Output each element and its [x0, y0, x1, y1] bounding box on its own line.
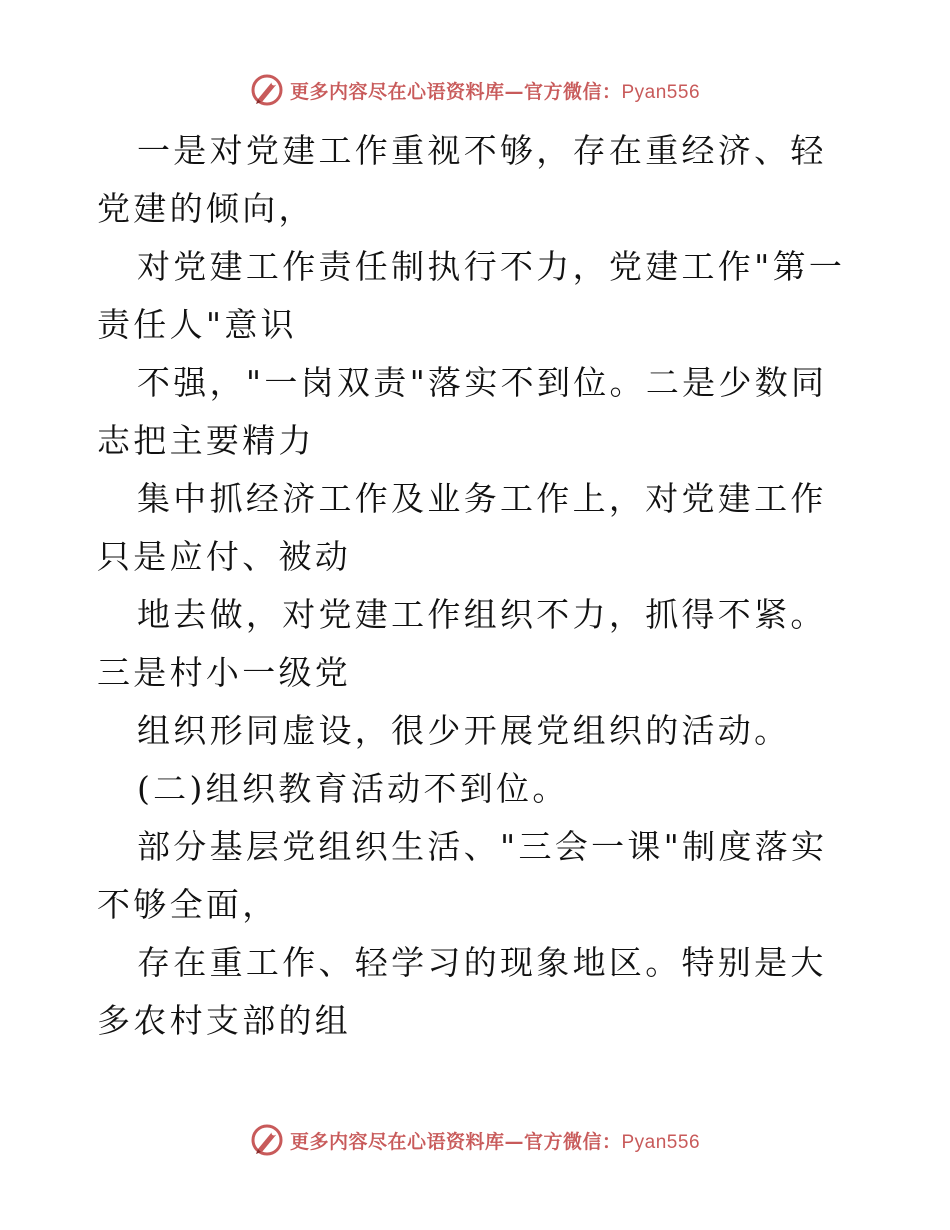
- paragraph: 存在重工作、轻学习的现象地区。特别是大多农村支部的组: [97, 943, 827, 1040]
- document-body: [97, 122, 857, 1050]
- pen-logo-icon: [250, 73, 284, 107]
- watermark-text: 更多内容尽在心语资料库—官方微信：Pyan556: [289, 80, 701, 103]
- paragraph: 集中抓经济工作及业务工作上，对党建工作只是应付、被动: [97, 479, 827, 576]
- paragraph: 部分基层党组织生活、"三会一课"制度落实不够全面，: [97, 827, 828, 924]
- paragraph: 地去做，对党建工作组织不力，抓得不紧。三是村小一级党: [97, 595, 827, 692]
- pen-logo-icon: [250, 1123, 284, 1157]
- section-heading: (二)组织教育活动不到位。: [137, 769, 569, 808]
- watermark-id: Pyan556: [621, 1131, 701, 1153]
- paragraph: 对党建工作责任制执行不力，党建工作"第一责任人"意识: [97, 247, 846, 344]
- paragraph: 组织形同虚设，很少开展党组织的活动。: [137, 711, 791, 750]
- watermark-id: Pyan556: [621, 81, 701, 103]
- footer-watermark: [0, 1120, 950, 1160]
- watermark-text: 更多内容尽在心语资料库—官方微信：Pyan556: [289, 1130, 701, 1153]
- paragraph: 不强，"一岗双责"落实不到位。二是少数同志把主要精力: [97, 363, 828, 460]
- paragraph: 一是对党建工作重视不够，存在重经济、轻党建的倾向，: [97, 131, 827, 228]
- header-watermark: [0, 70, 950, 110]
